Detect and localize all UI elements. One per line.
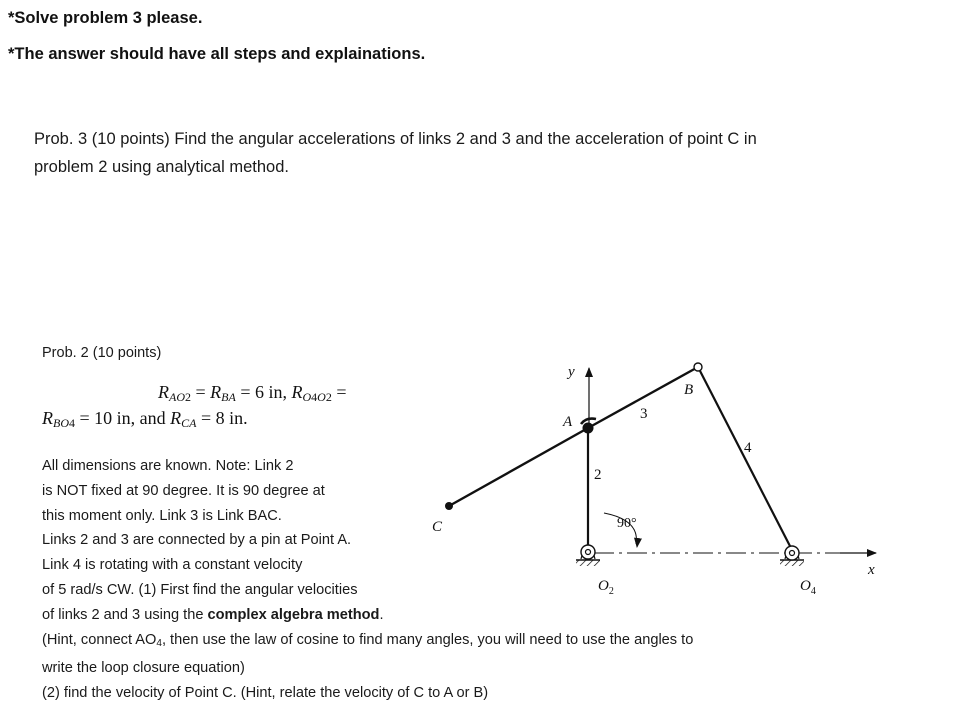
label-link-2: 2 [594, 467, 602, 483]
desc-line-8b: , then use the law of cosine to find many angles, you will need to use the angles to [161, 631, 694, 648]
problem-3-line-2: problem 2 using analytical method. [34, 158, 289, 176]
pin-b [694, 363, 702, 371]
problem-3-line-1: Prob. 3 (10 points) Find the angular accelerations of links 2 and 3 and the acceleration of point C in [34, 130, 757, 148]
desc-line-7-bold: complex algebra method [207, 606, 380, 623]
eq2-s2: CA [181, 416, 197, 430]
desc-line-8a: (Hint, connect AO [42, 631, 157, 648]
desc-line-4: Links 2 and 3 are connected by a pin at Point A. [42, 532, 352, 549]
desc-line-8-sub: 4 [156, 637, 162, 649]
label-o2 [598, 578, 614, 597]
eq1-op1: = [191, 382, 211, 402]
eq2-r1: R [42, 408, 53, 428]
eq2-end: = 8 in. [196, 408, 248, 428]
label-link-3: 3 [640, 406, 648, 422]
eq2-mid: = 10 in, and [75, 408, 171, 428]
eq1-r2: R [210, 382, 222, 402]
desc-line-7c: . [379, 606, 384, 623]
desc-line-6: of 5 rad/s CW. (1) First find the angular velocities [42, 581, 358, 598]
eq1-r3: R [291, 382, 303, 402]
eq1-s1n: 2 [185, 390, 191, 404]
ground-o2 [576, 545, 600, 566]
label-o4-sub: 4 [810, 586, 816, 597]
eq2-s1: BO [53, 416, 69, 430]
desc-line-5: Link 4 is rotating with a constant velocity [42, 557, 303, 574]
label-y: y [568, 364, 575, 380]
desc-line-3: this moment only. Link 3 is Link BAC. [42, 507, 282, 524]
eq1-s1: AO [169, 390, 185, 404]
eq1-s3: O [302, 390, 312, 404]
eq1-s3b: O [317, 390, 326, 404]
label-angle: 90° [617, 516, 637, 531]
label-o2-main: O [598, 578, 609, 594]
problem-2-title: Prob. 2 (10 points) [42, 345, 162, 361]
eq1-s2: BA [221, 390, 236, 404]
desc-line-9: write the loop closure equation) [42, 660, 245, 677]
request-line-1: *Solve problem 3 please. [8, 9, 203, 27]
eq1-end: = [331, 382, 347, 402]
eq1-s3a: 4 [311, 390, 318, 404]
label-x: x [868, 562, 875, 578]
angle-arc-arrow [637, 538, 638, 547]
desc-line-10: (2) find the velocity of Point C. (Hint, relate the velocity of C to A or B) [42, 685, 489, 702]
label-b: B [684, 382, 694, 398]
desc-line-2: is NOT fixed at 90 degree. It is 90 degree at [42, 482, 325, 499]
label-o4 [800, 578, 816, 597]
request-line-2: *The answer should have all steps and explainations. [8, 45, 426, 63]
link-3-ca [449, 428, 588, 506]
eq2-r2: R [170, 408, 182, 428]
desc-line-7a: of links 2 and 3 using the [42, 606, 208, 623]
eq1-s3c: 2 [325, 390, 332, 404]
point-c [445, 502, 453, 510]
label-o4-main: O [800, 578, 811, 594]
label-link-4: 4 [744, 440, 752, 456]
eq2-s1n: 4 [69, 416, 75, 430]
link-4 [698, 367, 792, 550]
label-a: A [563, 414, 573, 430]
ground-o4 [780, 546, 804, 566]
desc-line-1: All dimensions are known. Note: Link 2 [42, 458, 294, 474]
eq1-r1: R [158, 382, 169, 402]
pin-a [583, 423, 594, 434]
eq1-mid: = 6 in, [235, 382, 292, 402]
label-o2-sub: 2 [608, 586, 614, 597]
label-c: C [432, 519, 443, 535]
